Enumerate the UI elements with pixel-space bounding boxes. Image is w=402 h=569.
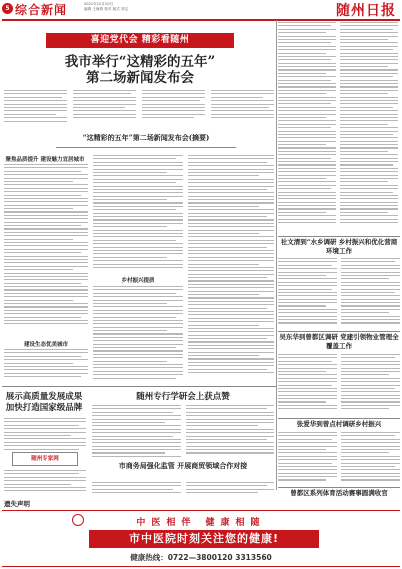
lower-mid-text bbox=[92, 405, 274, 460]
block-divider bbox=[2, 386, 276, 387]
column-divider bbox=[276, 20, 277, 490]
right-divider-4 bbox=[278, 487, 400, 488]
lost-notice-heading: 遗失声明 bbox=[4, 500, 30, 508]
main-headline-line1: 我市举行“这精彩的五年” bbox=[64, 54, 216, 70]
center-column-text bbox=[188, 155, 274, 380]
lower-mid-text-2 bbox=[92, 482, 274, 497]
section-heading-4: 展示高质量发展成果 加快打造国家级品牌 bbox=[5, 392, 83, 413]
page-number: 5 bbox=[2, 3, 13, 14]
section-heading-10: 张爱华到曾点村调研乡村振兴 bbox=[296, 420, 382, 428]
header-meta bbox=[84, 2, 204, 12]
right-divider-1 bbox=[278, 236, 400, 237]
right-lower-text-1 bbox=[278, 258, 400, 328]
section-heading-9: 吴东华到曾都区调研 党建引领物业管理全覆盖工作 bbox=[279, 333, 399, 350]
ad-hotline: 健康热线：0722—3800120 3313560 bbox=[130, 553, 272, 562]
section-heading-3: 乡村振兴提质 bbox=[121, 278, 155, 284]
newspaper-brand: 随州日报 bbox=[336, 3, 396, 19]
section-title: 综合新闻 bbox=[15, 3, 68, 17]
middle-column-text bbox=[93, 155, 183, 275]
left-column-text bbox=[4, 164, 88, 339]
topic-banner: 喜迎党代会 精彩看随州 bbox=[46, 33, 234, 48]
right-lower-text-3 bbox=[278, 432, 400, 486]
hospital-advertisement bbox=[2, 510, 400, 567]
title-rule bbox=[56, 147, 236, 148]
header-date: 2021年12月10日 bbox=[84, 2, 114, 6]
expert-network-box bbox=[12, 452, 78, 466]
header-rule bbox=[2, 19, 400, 21]
section-heading-2: 建设生态优美城市 bbox=[23, 342, 68, 348]
ad-slogan: 中医相伴 健康相随 bbox=[136, 518, 266, 528]
right-column-article bbox=[278, 22, 336, 232]
intro-text bbox=[4, 90, 274, 123]
main-headline bbox=[32, 54, 248, 86]
right-column-article-2 bbox=[340, 22, 398, 232]
section-heading-1: 聚焦品质提升 建设魅力宜居城市 bbox=[5, 157, 85, 163]
right-divider-2 bbox=[278, 331, 400, 332]
section-heading-8: 社文清到“水乡调研 乡村振兴和优化营商环境工作 bbox=[280, 238, 398, 255]
section-heading-5: 随州专家网 bbox=[31, 456, 59, 462]
section-heading-7: 市商务局强化监管 开展商贸领域合作对接 bbox=[118, 461, 248, 470]
lower-left-text-2 bbox=[4, 470, 86, 496]
sub-article-title: “这精彩的五年”第二场新闻发布会(摘要) bbox=[82, 133, 210, 142]
left-column-text-2 bbox=[4, 349, 88, 384]
main-headline-line2: 第二场新闻发布会 bbox=[86, 70, 194, 86]
section-heading-6: 随州专行学研会上获点赞 bbox=[136, 392, 230, 402]
right-lower-text-2 bbox=[278, 354, 400, 414]
header-editors: 编辑 王海燕 校对 版式 刘宝 bbox=[84, 7, 129, 11]
ad-headline: 市中医院时刻关注您的健康! bbox=[89, 530, 319, 548]
middle-column-text-2 bbox=[93, 286, 183, 382]
section-heading-11: 曾都区系列体育活动赛事圆满收官 bbox=[290, 489, 388, 497]
right-divider-3 bbox=[278, 418, 400, 419]
